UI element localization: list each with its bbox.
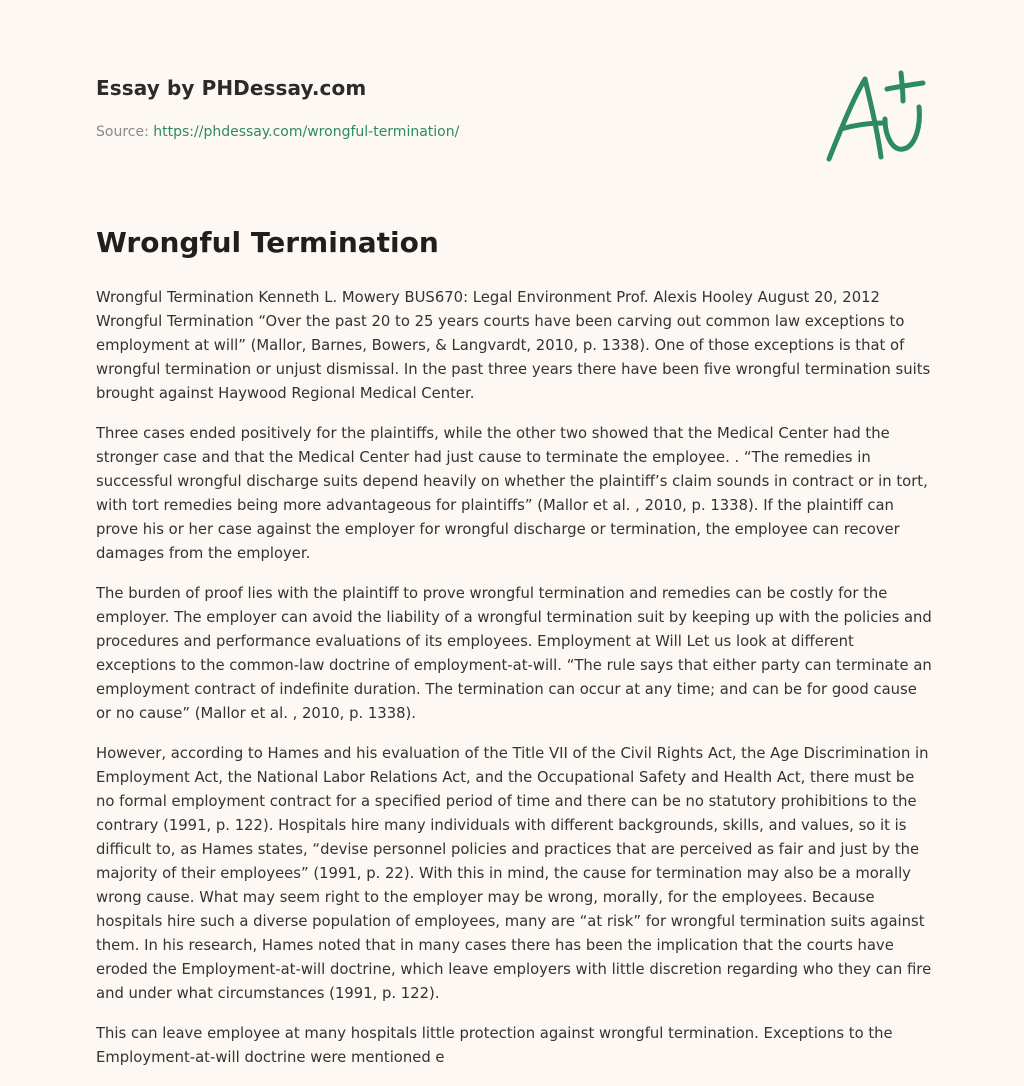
paragraph: However, according to Hames and his evaluation of the Title VII of the Civil Rights Act, the Age Discrimination in Employment Act, the National Labor Relations Act, and the Occupational Safety and Health Act, there must be no formal employment contract for a specified period of time and there can be no statutory prohibitions to the contrary (1991, p. 122). Hospitals hire many individuals with different backgrounds, skills, and values, so it is difficult to, as Hames states, “devise personnel policies and practices that are perceived as fair and just by the majority of their employees” (1991, p. 22). With this in mind, the cause for termination may also be a morally wrong cause. What may seem right to the employer may be wrong, morally, for the employees. Because hospitals hire such a diverse population of employees, many are “at risk” for wrongful termination suits against them. In his research, Hames noted that in many cases there has been the implication that the courts have eroded the Employment-at-will doctrine, which leave employers with little discretion regarding who they can fire and under what circumstances (1991, p. 122).	[96, 745, 932, 1002]
a-plus-logo-icon	[823, 67, 927, 167]
source-line	[96, 124, 459, 140]
article-title: Wrongful Termination	[96, 226, 439, 259]
source-link[interactable]: https://phdessay.com/wrongful-termination/	[153, 124, 460, 140]
paragraph: The burden of proof lies with the plaintiff to prove wrongful termination and remedies can be costly for the employer. The employer can avoid the liability of a wrongful termination suit by keeping up with the policies and procedures and performance evaluations of its employees. Employment at Will Let us look at different exceptions to the common-law doctrine of employment-at-will. “The rule says that either party can terminate an employment contract of indefinite duration. The termination can occur at any time; and can be for good cause or no cause” (Mallor et al. , 2010, p. 1338).	[96, 585, 932, 722]
article-body	[96, 286, 932, 1086]
source-label: Source:	[96, 124, 154, 140]
paragraph: Three cases ended positively for the plaintiffs, while the other two showed that the Medical Center had the stronger case and that the Medical Center had just cause to terminate the employee. . “The remedies in successful wrongful discharge suits depend heavily on whether the plaintiff’s claim sounds in contract or in tort, with tort remedies being more advantageous for plaintiffs” (Mallor et al. , 2010, p. 1338). If the plaintiff can prove his or her case against the employer for wrongful discharge or termination, the employee can recover damages from the employer.	[96, 425, 928, 562]
paragraph: Wrongful Termination Kenneth L. Mowery BUS670: Legal Environment Prof. Alexis Hooley August 20, 2012 Wrongful Termination “Over the past 20 to 25 years courts have been carving out common law exceptions to employment at will” (Mallor, Barnes, Bowers, & Langvardt, 2010, p. 1338). One of those exceptions is that of wrongful termination or unjust dismissal. In the past three years there have been five wrongful termination suits brought against Haywood Regional Medical Center.	[96, 289, 931, 402]
site-brand: Essay by PHDessay.com	[96, 76, 367, 100]
paragraph: This can leave employee at many hospitals little protection against wrongful termination. Exceptions to the Employment-at-will doctrine were mentioned e	[96, 1025, 893, 1066]
